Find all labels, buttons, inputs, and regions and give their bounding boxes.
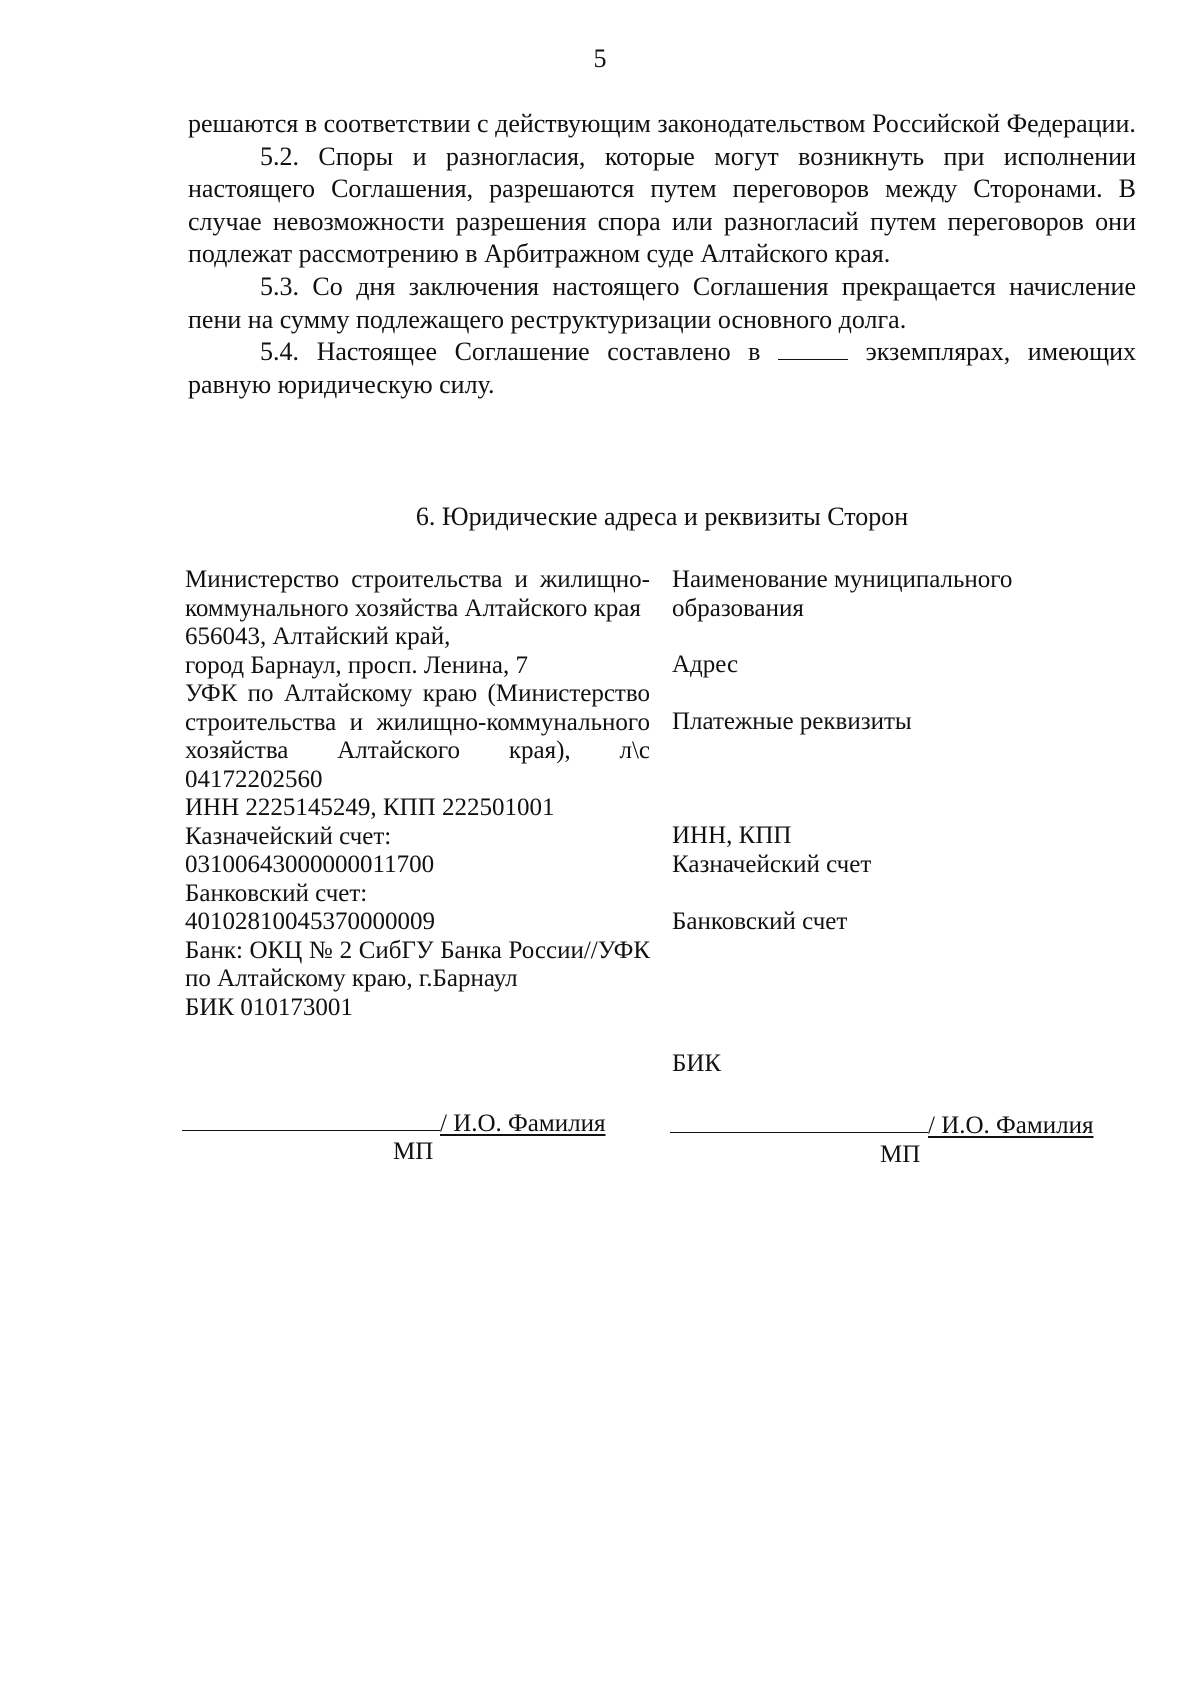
left-party-details [185, 566, 650, 1022]
left-address-line1: 656043, Алтайский край, [185, 623, 451, 650]
left-signature-line [182, 1110, 440, 1131]
left-signature-name: / И.О. Фамилия [440, 1110, 606, 1137]
left-stamp-label: МП [393, 1138, 434, 1165]
right-stamp-label: МП [880, 1141, 921, 1168]
left-address-line2: город Барнаул, просп. Ленина, 7 [185, 651, 529, 679]
left-treasury-label: Казначейский счет: [185, 822, 392, 850]
left-ufk: УФК по Алтайскому краю (Министерство строительства и жилищно-коммунального хозяйства Алтайского края), л\с 04172202560 [185, 680, 650, 793]
agreement-body [188, 108, 1136, 401]
paragraph-5-2: 5.2. Споры и разногласия, которые могут возникнуть при исполнении настоящего Соглашения, разрешаются путем переговоров между Сторонами. В случае невозможности разрешения спора или разногласий путем переговоров они подлежат рассмотрению в Арбитражном суде Алтайского края. [188, 141, 1136, 269]
right-signature-name: / И.О. Фамилия [928, 1112, 1094, 1139]
left-bank: Банк: ОКЦ № 2 СибГУ Банка России//УФК по Алтайскому краю, г.Барнаул [185, 936, 650, 992]
left-bank-account-label: Банковский счет: [185, 879, 368, 907]
right-inn-kpp: ИНН, КПП [672, 822, 792, 849]
left-party-name: Министерство строительства и жилищно-коммунального хозяйства Алтайского края [185, 566, 650, 622]
right-treasury: Казначейский счет [672, 851, 872, 878]
paragraph-continuation: решаются в соответствии с действующим законодательством Российской Федерации. [188, 109, 1136, 138]
page-number: 5 [593, 44, 607, 73]
section-title: 6. Юридические адреса и реквизиты Сторон [415, 502, 909, 531]
paragraph-5-4-start: 5.4. Настоящее Соглашение составлено в [260, 337, 761, 367]
left-bank-account-value: 40102810045370000009 [185, 908, 435, 935]
left-treasury-value: 03100643000000011700 [185, 851, 435, 878]
right-bank-account: Банковский счет [672, 908, 848, 935]
paragraph-5-4 [188, 336, 1136, 401]
right-bik: БИК [672, 1050, 722, 1077]
right-payment-details: Платежные реквизиты [672, 708, 912, 735]
left-bik: БИК 010173001 [185, 993, 353, 1021]
left-inn-kpp: ИНН 2225145249, КПП 222501001 [185, 794, 555, 821]
left-signature [182, 1110, 605, 1138]
right-party-name: Наименование муниципального образования [672, 566, 1013, 622]
right-signature [670, 1112, 1093, 1140]
right-party-details [672, 566, 1142, 1077]
right-address: Адрес [672, 651, 739, 678]
right-signature-line [670, 1112, 928, 1133]
copies-count-blank [778, 337, 848, 360]
paragraph-5-3: 5.3. Со дня заключения настоящего Соглашения прекращается начисление пени на сумму подлежащего реструктуризации основного долга. [188, 271, 1136, 334]
paragraph-5-4-end: экземплярах, имеющих равную юридическую силу. [188, 337, 1137, 399]
